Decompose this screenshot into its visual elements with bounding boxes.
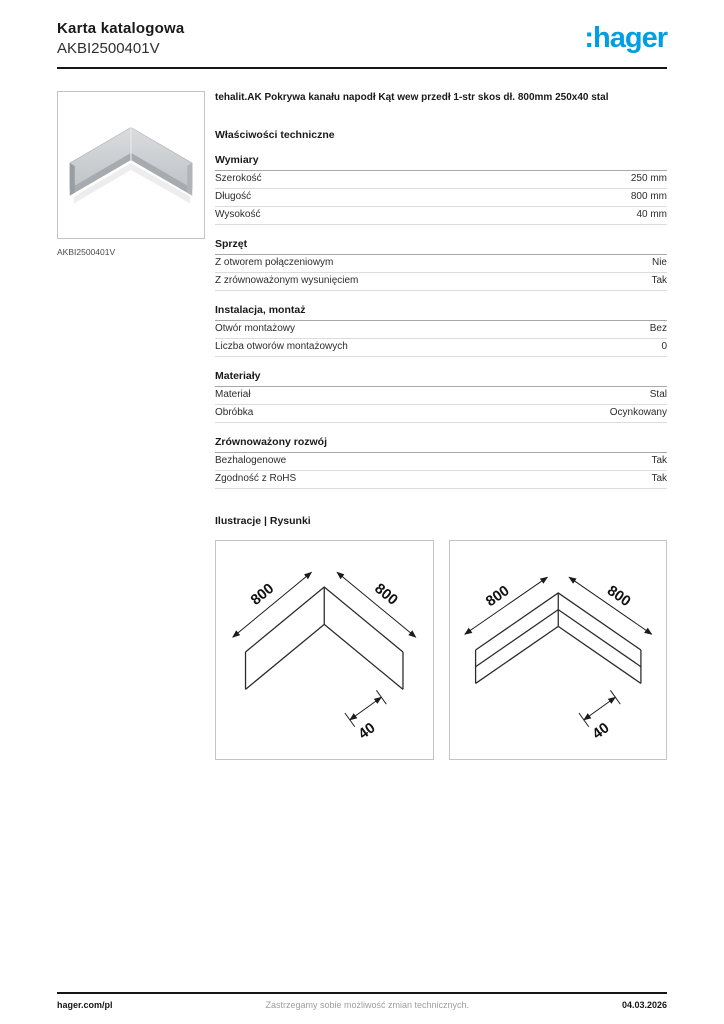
spec-row-label: Materiał [215,389,251,400]
dimension-drawing-1 [216,541,433,759]
spec-row [215,171,667,189]
dim-label-height: 40 [589,719,613,743]
spec-section-sprzet [215,225,667,291]
product-photo-rendering [58,92,204,238]
technical-drawing-left [215,540,434,760]
spec-section-title: Wymiary [215,141,667,171]
spec-section-instalacja [215,291,667,357]
spec-section-materialy [215,357,667,423]
spec-row-label: Wysokość [215,209,261,220]
spec-row-value: Tak [651,275,667,286]
spec-section-title: Instalacja, montaż [215,291,667,321]
spec-row-value: 40 mm [636,209,667,220]
spec-row [215,207,667,225]
technical-drawings [215,540,667,760]
footer-date: 04.03.2026 [621,1000,667,1010]
spec-row-value: 0 [661,341,667,352]
spec-row-label: Z zrównoważonym wysunięciem [215,275,359,286]
spec-row-label: Otwór montażowy [215,323,296,334]
spec-row [215,189,667,207]
spec-row [215,321,667,339]
details-column [215,91,667,760]
spec-row-label: Szerokość [215,173,262,184]
dimension-drawing-2 [450,541,667,759]
spec-row [215,339,667,357]
spec-row-label: Obróbka [215,407,254,418]
illustrations-heading: Ilustracje | Rysunki [215,514,311,527]
footer [57,992,667,1010]
page-title: Karta katalogowa [57,20,185,37]
dim-label-length-left: 800 [248,580,278,609]
dim-label-length-left: 800 [482,582,513,610]
spec-row-label: Bezhalogenowe [215,455,287,466]
spec-row-value: Bez [649,323,667,334]
spec-row [215,471,667,489]
spec-section-wymiary [215,141,667,225]
spec-row-label: Długość [215,191,252,202]
spec-section-title: Zrównoważony rozwój [215,423,667,453]
hager-logo: :hager [584,22,667,54]
product-image-column [57,91,205,760]
spec-row-value: Stal [649,389,667,400]
dim-label-length-right: 800 [603,582,633,610]
spec-row-value: 250 mm [630,173,667,184]
spec-row-label: Liczba otworów montażowych [215,341,348,352]
header [0,0,724,57]
spec-section-title: Sprzęt [215,225,667,255]
spec-row-value: Ocynkowany [609,407,667,418]
spec-row [215,255,667,273]
spec-row-value: Tak [651,473,667,484]
product-image [57,91,205,239]
spec-section-title: Materiały [215,357,667,387]
product-code: AKBI2500401V [57,40,160,57]
spec-row-value: Tak [651,455,667,466]
spec-row-value: Nie [651,257,667,268]
header-titles [57,20,184,57]
footer-disclaimer: Zastrzegamy sobie możliwość zmian technicznych. [265,1000,470,1010]
product-description: tehalit.AK Pokrywa kanału napodł Kąt wew przedł 1-str skos dł. 800mm 250x40 stal [215,92,609,103]
spec-row-label: Z otworem połączeniowym [215,257,334,268]
spec-row [215,387,667,405]
spec-row [215,405,667,423]
spec-row-value: 800 mm [630,191,667,202]
product-image-caption: AKBI2500401V [57,247,116,257]
footer-website-link[interactable]: hager.com/pl [57,1000,113,1010]
spec-row [215,453,667,471]
spec-row [215,273,667,291]
technical-drawing-right [449,540,668,760]
spec-row-label: Zgodność z RoHS [215,473,297,484]
main-content [0,69,724,760]
dim-label-length-right: 800 [371,580,401,609]
dim-label-height: 40 [355,719,379,743]
spec-section-zrownowazony-rozwoj [215,423,667,489]
specs-heading: Właściwości techniczne [215,128,335,141]
